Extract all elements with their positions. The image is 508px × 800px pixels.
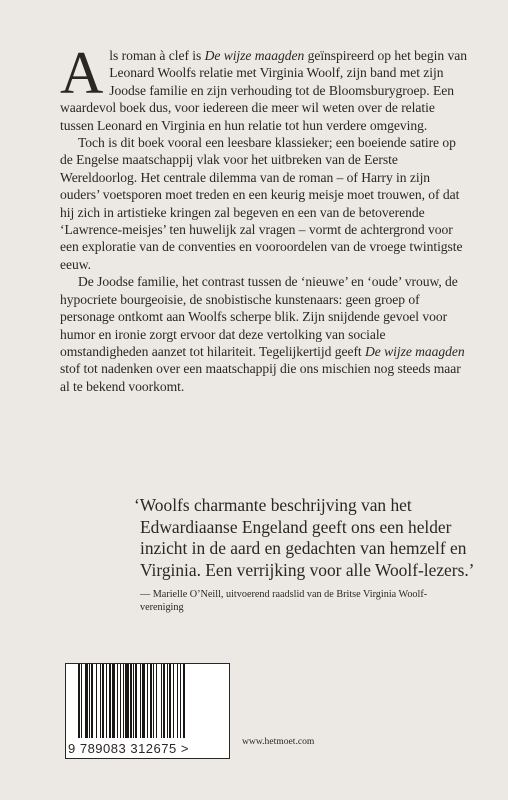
blurb-paragraph-1	[60, 40, 470, 134]
blurb	[60, 40, 470, 395]
isbn-number: 9 789083 312675 >	[68, 741, 189, 756]
barcode-bar	[85, 664, 88, 738]
barcode-bar	[102, 664, 104, 738]
barcode-bars	[78, 664, 218, 738]
barcode-bar	[109, 664, 111, 738]
publisher-website: www.hetmoet.com	[242, 736, 315, 747]
blurb-paragraph-3	[60, 273, 470, 395]
barcode-bar	[163, 664, 165, 738]
barcode-bar	[120, 664, 121, 738]
barcode-bar	[142, 664, 145, 738]
barcode-bar	[130, 664, 132, 738]
barcode-bar	[123, 664, 124, 738]
barcode-bar	[177, 664, 178, 738]
blurb-text: ls roman à clef is	[109, 48, 205, 63]
barcode-bar	[161, 664, 162, 738]
barcode-bar	[180, 664, 181, 738]
barcode-bar	[117, 664, 118, 738]
barcode-bar	[183, 664, 185, 738]
review-quote: ‘Woolfs charmante beschrijving van het Edwardiaanse Engeland geeft ons een helder inzicht in de aard en gedachten van hemzelf en Virginia. Een verrijking voor alle Woolf-lezers.’	[134, 495, 475, 580]
barcode-bar	[91, 664, 93, 738]
blurb-paragraph-2: Toch is dit boek vooral een leesbare klassieker; een boeiende satire op de Engelse maatschappij vlak voor het uitbreken van de Eerste Wereldoorlog. Het centrale dilemma van de roman – of Harry in zijn ouders’ voetsporen moet treden en een keurig meisje moet trouwen, of dat hij zich in artistieke kringen zal begeven en een van de betoverende ‘Lawrence-meisjes’ ten huwelijk zal vragen – vormt de achtergrond voor een exploratie van de conventies en vooroordelen van de vroege twintigste eeuw.	[60, 135, 463, 272]
isbn-barcode	[65, 663, 230, 759]
barcode-bar	[89, 664, 90, 738]
blurb-text: geïnspireerd op het begin van Leonard Woolfs relatie met Virginia Woolf, zijn band met zijn Joodse familie en zijn verhouding tot de Bloomsburygroep. Een waardevol boek dus, voor iedereen die meer wil weten over de relatie tussen Leonard en Virginia en hun relatie tot hun verdere omgeving.	[60, 48, 467, 133]
barcode-bar	[167, 664, 168, 738]
barcode-bar	[169, 664, 171, 738]
barcode-bar	[140, 664, 141, 738]
barcode-bar	[106, 664, 107, 738]
barcode-bar	[100, 664, 101, 738]
blurb-text: De Joodse familie, het contrast tussen de ‘nieuwe’ en ‘oude’ vrouw, de hypocriete bourgeoisie, de snobistische kunstenaars: geen groep of personage ontkomt aan Woolfs scherpe blik. Zijn snijdende gevoel voor humor en ironie zorgt ervoor dat deze vertolking van sociale omstandigheden aanzet tot hilariteit. Tegelijkertijd geeft	[60, 274, 458, 359]
barcode-bar	[133, 664, 134, 738]
barcode-bar	[153, 664, 154, 738]
barcode-bar	[81, 664, 82, 738]
barcode-bar	[156, 664, 157, 738]
book-title: De wijze maagden	[365, 343, 465, 359]
barcode-bar	[78, 664, 80, 738]
barcode-bar	[150, 664, 152, 738]
barcode-bar	[112, 664, 115, 738]
book-title: De wijze maagden	[204, 48, 305, 63]
barcode-bar	[125, 664, 128, 738]
barcode-bar	[147, 664, 148, 738]
barcode-bar	[135, 664, 137, 738]
drop-cap: A	[60, 40, 104, 106]
blurb-text: stof tot nadenken over een maatschappij die ons mischien nog steeds maar al te bekend voorkomt.	[60, 361, 461, 394]
quote-attribution: — Marielle O’Neill, uitvoerend raadslid van de Britse Virginia Woolf-vereniging	[140, 589, 428, 614]
barcode-bar	[96, 664, 97, 738]
barcode-bar	[173, 664, 174, 738]
